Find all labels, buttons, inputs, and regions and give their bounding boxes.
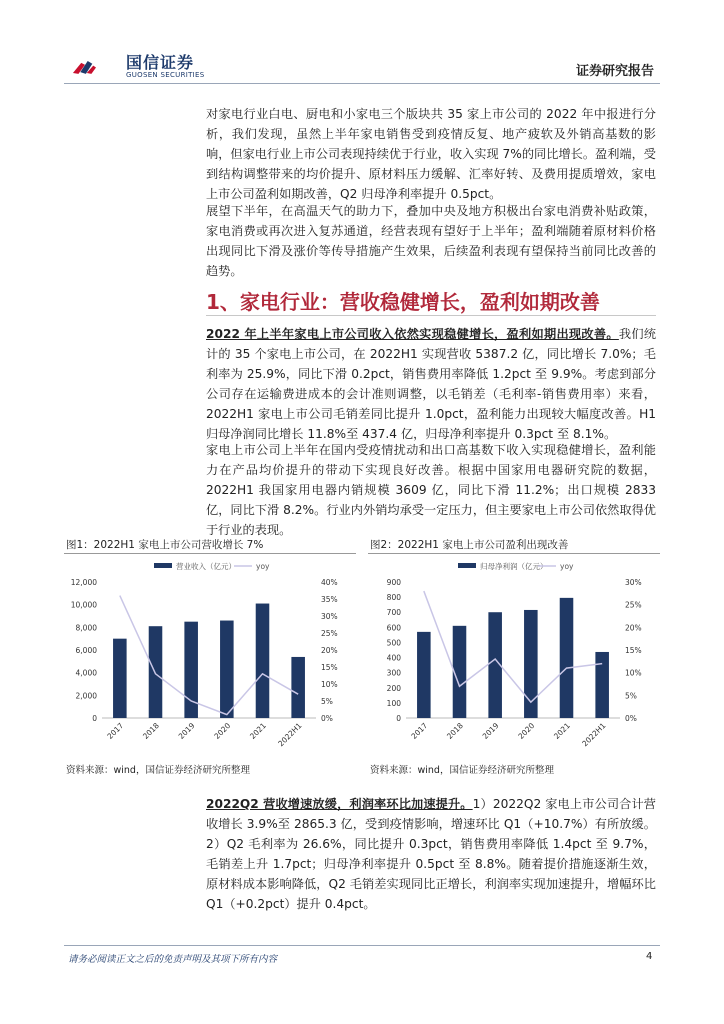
figure-2-title: 图2：2022H1 家电上市公司盈利出现改善 bbox=[370, 539, 569, 551]
y-right-tick-label: 15% bbox=[321, 663, 338, 672]
legend-bar-swatch bbox=[458, 563, 476, 568]
x-tick-label: 2019 bbox=[176, 721, 197, 741]
paragraph-5-lead: 2022Q2 营收增速放缓，利润率环比加速提升。 bbox=[206, 797, 473, 811]
y-left-tick-label: 0 bbox=[92, 714, 97, 723]
y-left-tick-label: 0 bbox=[396, 714, 401, 723]
company-name-en: GUOSEN SECURITIES bbox=[126, 71, 205, 79]
legend-bar-label: 营业收入（亿元） bbox=[176, 562, 236, 571]
report-type: 证券研究报告 bbox=[575, 64, 654, 79]
profit-chart bbox=[368, 556, 660, 756]
y-right-tick-label: 10% bbox=[321, 680, 338, 689]
figure-1-divider bbox=[64, 553, 356, 554]
paragraph-3-lead: 2022 年上半年家电上市公司收入依然实现稳健增长，盈利如期出现改善。 bbox=[206, 327, 619, 341]
x-tick-label: 2020 bbox=[212, 721, 233, 741]
bar bbox=[595, 652, 609, 718]
paragraph-5 bbox=[206, 794, 656, 914]
guosen-logo-icon bbox=[72, 48, 132, 86]
legend-bar-swatch bbox=[154, 563, 172, 568]
y-right-tick-label: 30% bbox=[625, 578, 642, 587]
x-tick-label: 2019 bbox=[480, 721, 501, 741]
y-left-tick-label: 10,000 bbox=[70, 600, 97, 610]
paragraph-1: 对家电行业白电、厨电和小家电三个版块共 35 家上市公司的 2022 年中报进行分析，我们发现，虽然上半年家电销售受到疫情反复、地产疲软及外销高基数的影响，但家电行业上市公司表现持续优于行业，收入实现 7%的同比增长。盈利端，受到结构调整带来的均价提升、原材料压力缓解、汇率好转、及费用提质增效，家电上市公司盈利如期改善，Q2 归母净利率提升 0.5pct。 bbox=[206, 107, 656, 201]
bar bbox=[113, 639, 127, 718]
y-left-tick-label: 500 bbox=[386, 638, 401, 648]
figure-1-title: 图1：2022H1 家电上市公司营收增长 7% bbox=[66, 539, 264, 551]
x-tick-label: 2022H1 bbox=[276, 721, 304, 749]
y-right-tick-label: 20% bbox=[321, 646, 338, 655]
figure-2-source: 资料来源：wind，国信证券经济研究所整理 bbox=[370, 765, 554, 776]
y-left-tick-label: 12,000 bbox=[70, 578, 97, 587]
y-left-tick-label: 700 bbox=[386, 608, 401, 618]
y-right-tick-label: 40% bbox=[321, 578, 338, 587]
y-right-tick-label: 5% bbox=[625, 691, 637, 701]
x-tick-label: 2022H1 bbox=[580, 721, 608, 749]
legend-bar-label: 归母净利润（亿元） bbox=[480, 562, 548, 571]
y-left-tick-label: 2,000 bbox=[75, 691, 97, 701]
section-divider bbox=[206, 315, 656, 316]
bar bbox=[220, 621, 234, 718]
page-header bbox=[0, 0, 724, 88]
section-title: 1、家电行业：营收稳健增长，盈利如期改善 bbox=[206, 290, 600, 314]
y-right-tick-label: 0% bbox=[321, 714, 333, 723]
y-left-tick-label: 600 bbox=[386, 623, 401, 633]
y-right-tick-label: 30% bbox=[321, 612, 338, 621]
footer-divider bbox=[64, 945, 660, 946]
paragraph-5-body: 1）2022Q2 家电上市公司合计营收增长 3.9%至 2865.3 亿，受到疫情影响，增速环比 Q1（+10.7%）有所放缓。2）Q2 毛利率为 26.6%，同比提升 0.3pct，销售费用率降低 1.4pct 至 9.7%，毛销差上升 1.7pct；归母净利率提升 0.5pct 至 8.8%。随着提价措施逐渐生效，原材料成本影响降低，Q2 毛销差实现同比正增长，利润率实现加速提升，增幅环比 Q1（+0.2pct）提升 0.4pct。 bbox=[206, 797, 656, 911]
yoy-line bbox=[120, 596, 298, 715]
footer-disclaimer: 请务必阅读正文之后的免责声明及其项下所有内容 bbox=[68, 954, 278, 965]
paragraph-3-body: 我们统计的 35 个家电上市公司，在 2022H1 实现营收 5387.2 亿，同比增长 7.0%；毛利率为 25.9%，同比下滑 0.2pct，销售费用率降低 1.2pct 至 9.9%。考虑到部分公司存在运输费进成本的会计准则调整，以毛销差（毛利率-销售费用率）来看，2022H1 家电上市公司毛销差同比提升 1.0pct，盈利能力出现较大幅度改善。H1 归母净润同比增长 11.8%至 437.4 亿，归母净利率提升 0.3pct 至 8.1%。 bbox=[206, 327, 657, 441]
y-left-tick-label: 6,000 bbox=[75, 646, 97, 655]
legend-line-label: yoy bbox=[256, 562, 270, 571]
x-tick-label: 2021 bbox=[248, 721, 268, 741]
y-right-tick-label: 25% bbox=[625, 600, 642, 610]
header-divider bbox=[64, 83, 660, 84]
figure-1-source: 资料来源：wind，国信证券经济研究所整理 bbox=[66, 765, 250, 776]
x-tick-label: 2018 bbox=[141, 721, 161, 741]
x-tick-label: 2020 bbox=[516, 721, 537, 741]
company-name-cn: 国信证券 bbox=[126, 53, 195, 72]
y-left-tick-label: 200 bbox=[386, 683, 401, 693]
bar bbox=[560, 598, 574, 718]
bar bbox=[291, 657, 305, 718]
figure-2-divider bbox=[368, 553, 660, 554]
paragraph-4: 家电上市公司上半年在国内受疫情扰动和出口高基数下收入实现稳健增长，盈利能力在产品均价提升的带动下实现良好改善。根据中国家用电器研究院的数据，2022H1 我国家用电器内销规模 3609 亿，同比下滑 11.2%；出口规模 2833 亿，同比下滑 8.2%。行业内外销均承受一定压力，但主要家电上市公司依然取得优于行业的表现。 bbox=[206, 443, 656, 537]
y-right-tick-label: 10% bbox=[625, 668, 642, 678]
y-right-tick-label: 35% bbox=[321, 595, 338, 604]
y-left-tick-label: 400 bbox=[386, 653, 401, 663]
y-left-tick-label: 4,000 bbox=[75, 668, 97, 678]
y-right-tick-label: 5% bbox=[321, 697, 333, 706]
x-tick-label: 2021 bbox=[552, 721, 572, 741]
paragraph-2: 展望下半年，在高温天气的助力下，叠加中央及地方积极出台家电消费补贴政策，家电消费或再次进入复苏通道，经营表现有望好于上半年；盈利端随着原材料价格出现同比下滑及涨价等传导措施产生效果，后续盈利表现有望保持当前同比改善的趋势。 bbox=[206, 204, 656, 278]
y-left-tick-label: 900 bbox=[386, 578, 401, 587]
x-tick-label: 2017 bbox=[105, 721, 126, 741]
bar bbox=[417, 632, 431, 718]
page-number: 4 bbox=[646, 951, 653, 962]
y-right-tick-label: 15% bbox=[625, 646, 642, 655]
legend-line-label: yoy bbox=[560, 562, 574, 571]
bar bbox=[256, 604, 270, 718]
x-tick-label: 2018 bbox=[445, 721, 465, 741]
y-left-tick-label: 300 bbox=[386, 668, 401, 678]
y-left-tick-label: 800 bbox=[386, 593, 401, 603]
y-right-tick-label: 20% bbox=[625, 623, 642, 633]
yoy-line bbox=[424, 591, 602, 702]
y-right-tick-label: 0% bbox=[625, 714, 637, 723]
x-tick-label: 2017 bbox=[409, 721, 430, 741]
revenue-chart bbox=[64, 556, 356, 756]
y-left-tick-label: 8,000 bbox=[75, 623, 97, 633]
paragraph-3 bbox=[206, 324, 656, 444]
y-left-tick-label: 100 bbox=[386, 698, 401, 708]
y-right-tick-label: 25% bbox=[321, 629, 338, 638]
